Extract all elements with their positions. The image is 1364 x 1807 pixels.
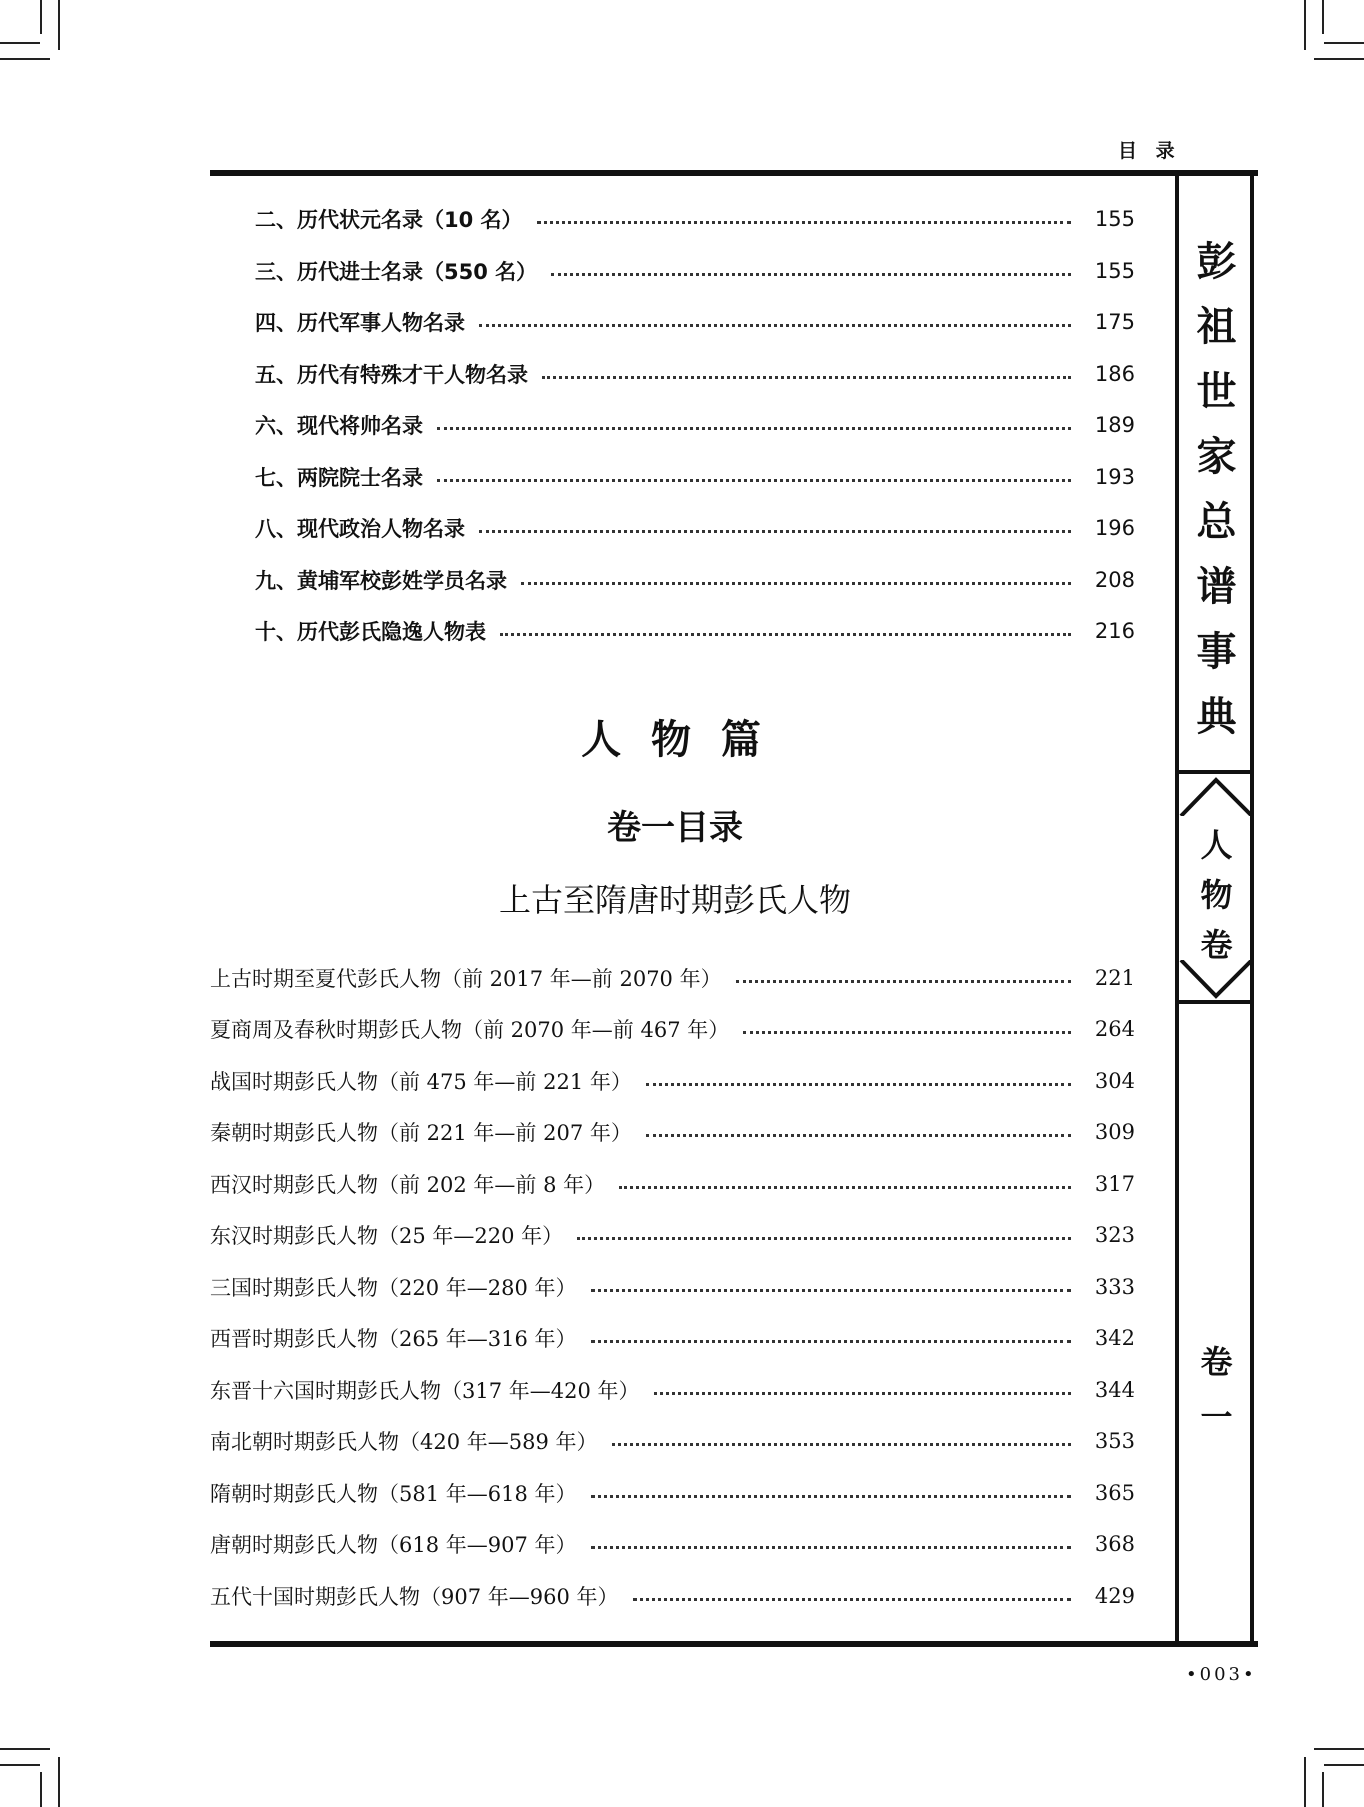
- chevron-bottom-ornament: [1179, 960, 1254, 1000]
- leader-dots: [654, 1392, 1071, 1395]
- leader-dots: [437, 427, 1071, 430]
- toc-entry: 唐朝时期彭氏人物（618 年—907 年）: [210, 1533, 577, 1557]
- toc-page-number: 186: [1094, 362, 1135, 386]
- leader-dots: [542, 376, 1071, 379]
- leader-dots: [591, 1495, 1071, 1498]
- toc-page-number: 193: [1094, 465, 1135, 489]
- toc-page-number: 216: [1094, 619, 1135, 643]
- toc-row[interactable]: [210, 1220, 1135, 1250]
- crop-mark: [1314, 58, 1364, 60]
- toc-entry: 东汉时期彭氏人物（25 年—220 年）: [210, 1224, 564, 1248]
- toc-row[interactable]: [210, 1014, 1135, 1044]
- toc-row[interactable]: [255, 307, 1135, 337]
- leader-dots: [633, 1598, 1071, 1601]
- toc-row[interactable]: [210, 1581, 1135, 1611]
- toc-entry: 隋朝时期彭氏人物（581 年—618 年）: [210, 1482, 577, 1506]
- period-heading: 上古至隋唐时期彭氏人物: [498, 881, 851, 919]
- toc-row[interactable]: [255, 204, 1135, 234]
- toc-entry: 五、历代有特殊才干人物名录: [255, 363, 528, 387]
- toc-entry: 九、黄埔军校彭姓学员名录: [255, 569, 507, 593]
- toc-row[interactable]: [210, 1169, 1135, 1199]
- toc-entry: 十、历代彭氏隐逸人物表: [255, 620, 486, 644]
- toc-entry: 八、现代政治人物名录: [255, 517, 465, 541]
- toc-row[interactable]: [255, 616, 1135, 646]
- leader-dots: [646, 1083, 1071, 1086]
- toc-entry: 西汉时期彭氏人物（前 202 年—前 8 年）: [210, 1173, 606, 1197]
- crop-mark: [0, 58, 50, 60]
- toc-entry: 三国时期彭氏人物（220 年—280 年）: [210, 1276, 577, 1300]
- toc-entry: 四、历代军事人物名录: [255, 311, 465, 335]
- side-divider: [1179, 1000, 1254, 1004]
- toc-page-number: 342: [1094, 1326, 1135, 1350]
- crop-mark: [0, 42, 40, 44]
- toc-page-number: 368: [1094, 1532, 1135, 1556]
- toc-row[interactable]: [255, 359, 1135, 389]
- page-number: •003•: [1186, 1664, 1257, 1685]
- toc-row[interactable]: [255, 410, 1135, 440]
- toc-page-number: 309: [1094, 1120, 1135, 1144]
- crop-mark: [1304, 0, 1306, 50]
- toc-page-number: 365: [1094, 1481, 1135, 1505]
- leader-dots: [591, 1546, 1071, 1549]
- toc-page-number: 333: [1094, 1275, 1135, 1299]
- toc-page-number: 344: [1094, 1378, 1135, 1402]
- toc-entry: 夏商周及春秋时期彭氏人物（前 2070 年—前 467 年）: [210, 1018, 730, 1042]
- toc-row[interactable]: [255, 513, 1135, 543]
- crop-mark: [0, 1764, 40, 1766]
- chevron-top-ornament: [1179, 776, 1254, 816]
- book-subtitle: [1179, 820, 1254, 970]
- crop-mark: [58, 1757, 60, 1807]
- running-header: 目 录: [1118, 140, 1181, 162]
- crop-mark: [1324, 1764, 1364, 1766]
- toc-row[interactable]: [255, 256, 1135, 286]
- top-rule: [210, 170, 1258, 176]
- toc-row[interactable]: [210, 1272, 1135, 1302]
- toc-page-number: 208: [1094, 568, 1135, 592]
- toc-entry: 七、两院院士名录: [255, 466, 423, 490]
- crop-mark: [1322, 0, 1324, 34]
- crop-mark: [1324, 42, 1364, 44]
- toc-page-number: 317: [1094, 1172, 1135, 1196]
- crop-mark: [1314, 1748, 1364, 1750]
- toc-page-number: 175: [1094, 310, 1135, 334]
- leader-dots: [479, 530, 1071, 533]
- leader-dots: [736, 980, 1071, 983]
- bottom-rule: [210, 1641, 1258, 1647]
- book-title: [1179, 230, 1254, 750]
- toc-row[interactable]: [255, 565, 1135, 595]
- toc-entry: 六、现代将帅名录: [255, 414, 423, 438]
- section-heading: 人 物 篇: [581, 717, 769, 763]
- toc-entry: 东晋十六国时期彭氏人物（317 年—420 年）: [210, 1379, 640, 1403]
- crop-mark: [1322, 1772, 1324, 1807]
- toc-page-number: 221: [1094, 966, 1135, 990]
- toc-row[interactable]: [210, 1117, 1135, 1147]
- toc-entry: 五代十国时期彭氏人物（907 年—960 年）: [210, 1585, 619, 1609]
- toc-entry: 上古时期至夏代彭氏人物（前 2017 年—前 2070 年）: [210, 967, 722, 991]
- crop-mark: [40, 0, 42, 34]
- toc-row[interactable]: [210, 1066, 1135, 1096]
- toc-entry: 南北朝时期彭氏人物（420 年—589 年）: [210, 1430, 598, 1454]
- leader-dots: [500, 633, 1071, 636]
- side-divider: [1179, 770, 1254, 774]
- toc-entry: 三、历代进士名录（550 名）: [255, 260, 538, 284]
- toc-row[interactable]: [210, 1375, 1135, 1405]
- leader-dots: [521, 582, 1071, 585]
- leader-dots: [437, 479, 1071, 482]
- toc-page-number: 189: [1094, 413, 1135, 437]
- leader-dots: [591, 1289, 1071, 1292]
- toc-entry: 二、历代状元名录（10 名）: [255, 208, 523, 232]
- crop-mark: [0, 1748, 50, 1750]
- leader-dots: [612, 1443, 1071, 1446]
- toc-row[interactable]: [255, 462, 1135, 492]
- leader-dots: [577, 1237, 1071, 1240]
- toc-page-number: 155: [1094, 207, 1135, 231]
- toc-row[interactable]: [210, 963, 1135, 993]
- volume-label-text: 卷一: [1200, 1343, 1233, 1436]
- leader-dots: [619, 1186, 1071, 1189]
- leader-dots: [591, 1340, 1071, 1343]
- toc-page-number: 264: [1094, 1017, 1135, 1041]
- toc-row[interactable]: [210, 1323, 1135, 1353]
- leader-dots: [537, 221, 1071, 224]
- toc-page-number: 429: [1094, 1584, 1135, 1608]
- leader-dots: [646, 1134, 1071, 1137]
- volume-heading: 卷一目录: [607, 808, 743, 848]
- crop-mark: [58, 0, 60, 50]
- toc-page-number: 323: [1094, 1223, 1135, 1247]
- leader-dots: [743, 1031, 1071, 1034]
- crop-mark: [40, 1772, 42, 1807]
- crop-mark: [1304, 1757, 1306, 1807]
- leader-dots: [479, 324, 1071, 327]
- toc-page-number: 196: [1094, 516, 1135, 540]
- toc-page-number: 353: [1094, 1429, 1135, 1453]
- volume-label: [1179, 1335, 1254, 1445]
- toc-row[interactable]: [210, 1529, 1135, 1559]
- toc-entry: 西晋时期彭氏人物（265 年—316 年）: [210, 1327, 577, 1351]
- book-title-text: 彭祖世家总谱事典: [1196, 239, 1237, 740]
- book-subtitle-text: 人物卷: [1200, 826, 1233, 964]
- toc-entry: 战国时期彭氏人物（前 475 年—前 221 年）: [210, 1070, 632, 1094]
- toc-row[interactable]: [210, 1478, 1135, 1508]
- toc-page-number: 155: [1094, 259, 1135, 283]
- toc-page-number: 304: [1094, 1069, 1135, 1093]
- toc-entry: 秦朝时期彭氏人物（前 221 年—前 207 年）: [210, 1121, 632, 1145]
- toc-row[interactable]: [210, 1426, 1135, 1456]
- leader-dots: [551, 273, 1071, 276]
